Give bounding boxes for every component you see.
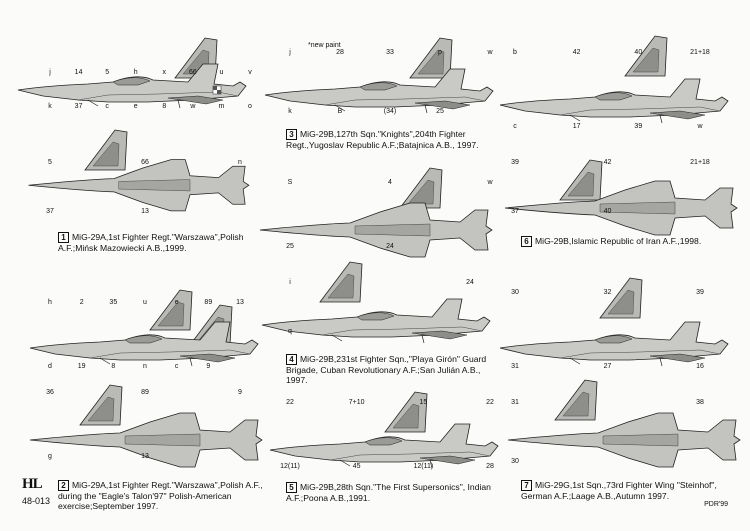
- callout-label: 36: [46, 389, 54, 396]
- callout-label: k: [48, 103, 52, 110]
- plate-7-top-view: [508, 380, 740, 467]
- callout-label: 39: [511, 159, 519, 166]
- callout-label: w: [697, 123, 703, 130]
- callout-label: 9: [206, 363, 211, 370]
- callout-label: 66: [141, 159, 149, 166]
- caption-3: [286, 129, 496, 150]
- callout-label: c: [513, 123, 517, 130]
- callout-label: 42: [603, 159, 612, 166]
- caption-3-text: MiG-29B,127th Sqn."Knights",204th Fighter Regt.,Yugoslav Republic A.F.;Batajnica A.B., 1997.: [286, 129, 479, 150]
- callout-label: 35: [109, 299, 118, 306]
- plate-5-profile: [270, 392, 498, 468]
- callout-label: e: [133, 103, 138, 110]
- callout-label: h: [48, 299, 52, 306]
- callout-label: x: [162, 69, 167, 76]
- caption-1-text: MiG-29A,1st Fighter Regt."Warszawa",Polish A.F.;Mińsk Mazowiecki A.B.,1999.: [58, 232, 244, 253]
- caption-6: [521, 236, 731, 247]
- plate-4-profile: [262, 262, 490, 343]
- callout-label: 19: [77, 363, 86, 370]
- callout-label: n: [238, 159, 242, 166]
- callout-label: d: [48, 363, 52, 370]
- callout-label: i: [289, 279, 291, 286]
- callout-label: j: [289, 49, 291, 56]
- caption-1: [58, 232, 263, 253]
- callout-label: 40: [634, 49, 643, 56]
- callout-label: 31: [511, 363, 519, 370]
- callout-label: h: [133, 69, 138, 76]
- caption-7-text: MiG-29G,1st Sqn.,73rd Fighter Wing "Steinhof", German A.F.;Laage A.B.,Autumn 1997.: [521, 480, 717, 501]
- caption-4-number: 4: [286, 354, 297, 365]
- callout-label: 9: [238, 389, 242, 396]
- callout-label: 13: [236, 299, 244, 306]
- callout-label: w: [487, 49, 493, 56]
- callout-label: c: [174, 363, 179, 370]
- callout-label: 31: [511, 399, 519, 406]
- callout-label: 4: [388, 179, 392, 186]
- caption-6-number: 6: [521, 236, 532, 247]
- callout-label: w: [487, 179, 493, 186]
- caption-1-number: 1: [58, 232, 69, 243]
- callout-label: 37: [74, 103, 83, 110]
- callout-label: j: [49, 69, 51, 76]
- callout-label: 13: [141, 453, 149, 460]
- publisher-logo-mark: HL: [22, 476, 42, 492]
- callout-label: 32: [603, 289, 612, 296]
- callout-label: 37: [46, 208, 54, 215]
- callout-label: 39: [634, 123, 643, 130]
- callout-label: (34): [383, 108, 397, 115]
- callout-label: k: [288, 108, 292, 115]
- callout-label: m: [218, 103, 225, 110]
- callout-label: n: [143, 363, 147, 370]
- callout-label: 5: [48, 159, 52, 166]
- callout-label: 8: [111, 363, 116, 370]
- caption-6-text: MiG-29B,Islamic Republic of Iran A.F.,1998.: [535, 236, 702, 246]
- plate-1-side-profile: [18, 38, 246, 108]
- callout-label: 38: [696, 399, 704, 406]
- callout-label: 45: [352, 463, 361, 470]
- callout-label: 42: [572, 49, 581, 56]
- callout-label: 5: [105, 69, 110, 76]
- callout-label: 24: [466, 279, 474, 286]
- publisher-logo: [22, 475, 42, 493]
- callout-label: c: [105, 103, 109, 110]
- caption-4-text: MiG-29B,231st Fighter Sqn.,"Playa Girón" Guard Brigade, Cuban Revolutionary A.F.;San Julián A.B., 1997.: [286, 354, 487, 385]
- callout-label: 25: [286, 243, 294, 250]
- callout-label: u: [143, 299, 147, 306]
- callout-label: 12(11): [413, 463, 434, 470]
- product-code: 48-013: [22, 496, 51, 506]
- callout-label: B: [337, 108, 343, 115]
- new-paint-note: *new paint: [308, 42, 341, 49]
- callout-label: b: [513, 49, 517, 56]
- plate-6-top-view: [505, 160, 737, 235]
- caption-5: [286, 482, 496, 503]
- callout-label: 22: [286, 399, 294, 406]
- caption-2-text: MiG-29A,1st Fighter Regt."Warszawa",Polish A.F., during the "Eagle's Talon'97" Polish-American exercise;September 1997.: [58, 480, 263, 511]
- caption-7-number: 7: [521, 480, 532, 491]
- callout-label: 33: [386, 49, 394, 56]
- callout-label: 39: [696, 289, 704, 296]
- callout-label: 66: [188, 69, 197, 76]
- callout-label: 12(11): [280, 463, 300, 470]
- callout-label: 22: [486, 399, 494, 406]
- artist-credit: PDR'99: [704, 501, 728, 508]
- caption-5-text: MiG-29B,28th Sqn."The First Supersonics", Indian A.F.;Poona A.B.,1991.: [286, 482, 491, 503]
- callout-label: 15: [419, 399, 428, 406]
- callout-label: 28: [486, 463, 494, 470]
- callout-label: 13: [141, 208, 149, 215]
- callout-label: 30: [511, 458, 519, 465]
- callout-label: v: [248, 69, 252, 76]
- callout-label: g: [48, 453, 52, 460]
- callout-label: 8: [162, 103, 167, 110]
- callout-label: 37: [511, 208, 519, 215]
- callout-label: e: [174, 299, 179, 306]
- plate-3-top-view: [260, 168, 492, 257]
- callout-label: p: [438, 49, 442, 56]
- callout-label: 21+18: [690, 159, 710, 166]
- callout-label: 16: [696, 363, 704, 370]
- callout-label: 14: [74, 69, 83, 76]
- callout-label: w: [190, 103, 196, 110]
- callout-label: 21+18: [690, 49, 710, 56]
- callout-label: S: [287, 179, 293, 186]
- callout-label: 27: [603, 363, 612, 370]
- callout-label: 89: [204, 299, 213, 306]
- callout-label: o: [248, 103, 252, 110]
- callout-label: u: [219, 69, 224, 76]
- callout-label: 7+10: [348, 399, 365, 406]
- plate-3-side-profile: [265, 38, 493, 113]
- plate-7-side-profile: [500, 278, 728, 366]
- plate-1-top-view: [29, 130, 249, 211]
- callout-label: 2: [79, 299, 84, 306]
- callout-label: 25: [436, 108, 444, 115]
- callout-label: 17: [572, 123, 581, 130]
- callout-label: 30: [511, 289, 519, 296]
- callout-label: q: [288, 328, 292, 335]
- callout-label: 40: [603, 208, 612, 215]
- caption-4: [286, 354, 501, 385]
- caption-7: [521, 480, 731, 501]
- caption-3-number: 3: [286, 129, 297, 140]
- callout-label: 28: [336, 49, 344, 56]
- caption-5-number: 5: [286, 482, 297, 493]
- callout-label: 24: [386, 243, 394, 250]
- callout-label: 89: [141, 389, 149, 396]
- caption-2: [58, 480, 283, 511]
- caption-2-number: 2: [58, 480, 69, 491]
